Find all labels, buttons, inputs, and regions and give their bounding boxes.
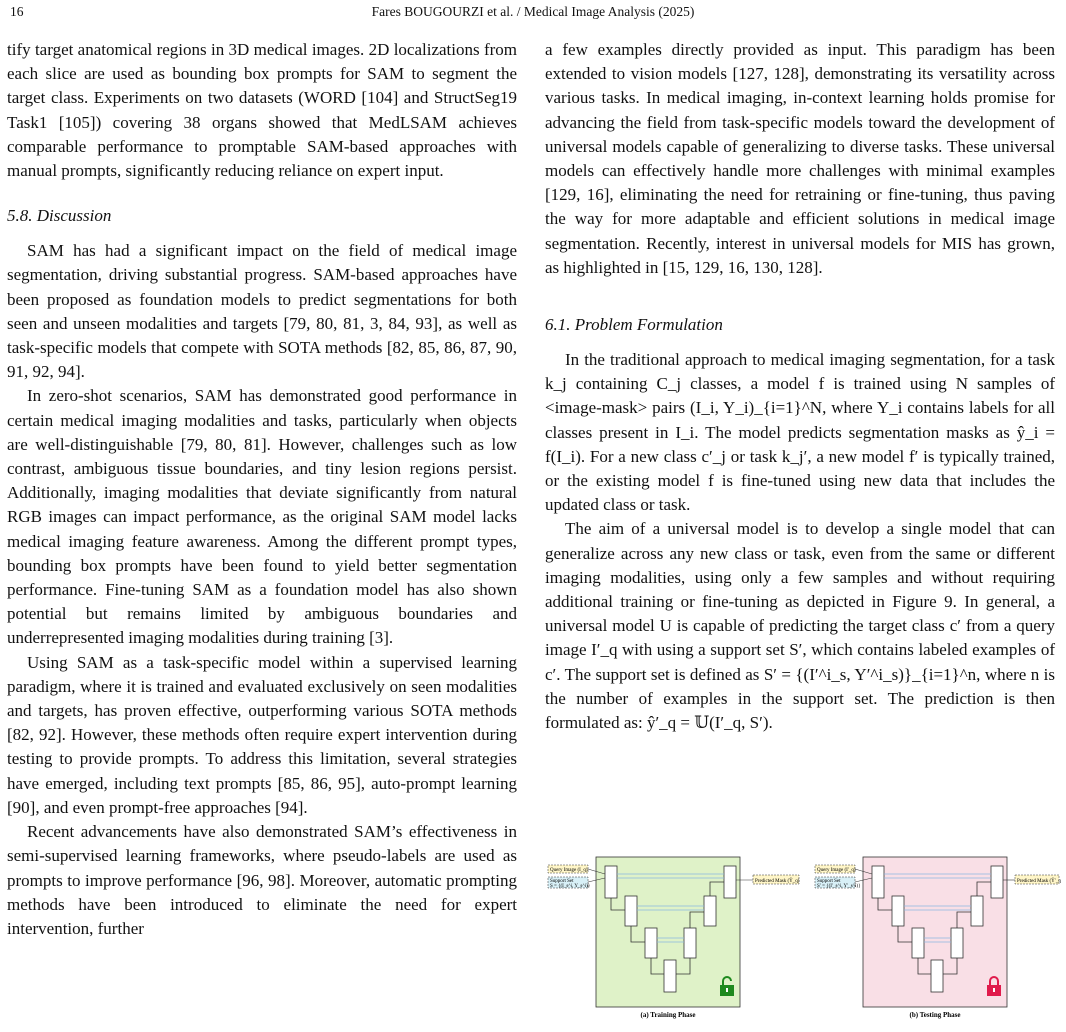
section-heading-problem-formulation: 6.1. Problem Formulation (545, 315, 723, 335)
page-header (10, 4, 1056, 24)
panel-a-caption: (a) Training Phase (640, 1011, 696, 1019)
panel-b-support-label: Support Set (817, 879, 841, 884)
panel-b-encoder-block-2 (892, 896, 904, 926)
panel-b-decoder-block-3 (951, 928, 963, 958)
figure-9-diagram (547, 852, 1061, 1027)
page-number: 16 (10, 4, 24, 19)
figure-9 (547, 852, 1061, 1027)
left-column (7, 38, 517, 941)
panel-a-encoder-block-3 (645, 928, 657, 958)
problem-paragraph-2: The aim of a universal model is to develop a single model that can generalize across any new class or task, even from the same or different imaging modalities, using only a few samples and without requiring additional training or fine-tuning as depicted in Figure 9. In general, a universal model U is capable of predicting the target class c′ from a query image I′_q with using a support set S′, which contains labeled examples of c′. The support set is defined as S′ = {(I′^i_s, Y′^i_s)}_{i=1}^n, where n is the number of examples in the support set. The prediction is then formulated as: ŷ′_q = 𝕌(I′_q, S′). (545, 519, 1055, 733)
panel-b-output-label: Predicted Mask (Ŷ′_q) (1017, 879, 1061, 884)
panel-b-bottleneck-block (931, 960, 943, 992)
panel-a-output-label: Predicted Mask (Ŷ_q) (755, 879, 800, 884)
running-title: Fares BOUGOURZI et al. / Medical Image Analysis (2025) (371, 4, 695, 19)
panel-a-query-label: Query Image (I_q) (550, 868, 588, 873)
problem-paragraph-1: In the traditional approach to medical imaging segmentation, for a task k_j containing C_j classes, a model f is trained using N samples of <image-mask> pairs (I_i, Y_i)_{i=1}^N, where Y_i contains labels for all classes present in I_i. The model predicts segmentation masks as ŷ_i = f(I_i). For a new class c′_j or task k_j′, a new model f′ is typically trained, or the existing model f is fine-tuned using new data that includes the updated class or task. (545, 350, 1055, 515)
discussion-paragraph-4: Recent advancements have also demonstrated SAM’s effectiveness in semi-supervised learning frameworks, where pseudo-labels are used as prompts to improve performance [96, 98]. Moreover, automatic prompting methods have been introduced to eliminate the need for expert intervention, further (7, 822, 517, 938)
discussion-paragraph-2: In zero-shot scenarios, SAM has demonstrated good performance in certain medical imaging modalities and tasks, particularly when objects are well-distinguishable [79, 80, 81]. However, challenges such as low contrast, ambiguous tissue boundaries, and tiny lesion regions persist. Additionally, imaging modalities that deviate significantly from natural RGB images can impact performance, as the original SAM model lacks medical imaging feature awareness. Among the different prompt types, bounding box prompts have been found to yield better segmentation performance. Fine-tuning SAM as a foundation model has also shown potential but remains limited by ambiguous boundaries and underrepresented imaging modalities during training [3]. (7, 386, 517, 648)
panel-a-support-label: Support Set (550, 879, 574, 884)
panel-a-encoder-block-2 (625, 896, 637, 926)
panel-a-decoder-block-2 (704, 896, 716, 926)
panel-a-bottleneck-block (664, 960, 676, 992)
section-heading-discussion: 5.8. Discussion (7, 206, 112, 226)
panel-b-decoder-block-2 (971, 896, 983, 926)
discussion-paragraph-3: Using SAM as a task-specific model within a supervised learning paradigm, where it is trained and evaluated exclusively on seen modalities and targets, has proven effective, outperforming various SOTA methods [82, 92]. However, these methods often require expert intervention during testing to provide prompts. To address this limitation, several strategies have emerged, including text prompts [85, 86, 95], auto-prompt learning [90], and even prompt-free approaches [94]. (7, 652, 517, 817)
panel-b-caption: (b) Testing Phase (909, 1011, 961, 1019)
panel-a-encoder-block-1 (605, 866, 617, 898)
panel-a-support-def: S = {(I_s^i, Y_s^i)} (550, 884, 591, 889)
right-column (545, 38, 1055, 735)
discussion-paragraph-1: SAM has had a significant impact on the field of medical image segmentation, driving substantial progress. SAM-based approaches have been proposed as foundation models to predict segmentations for both seen and unseen modalities and targets [79, 80, 81, 3, 84, 93], as well as task-specific models that compete with SOTA methods [82, 85, 86, 87, 90, 91, 92, 94]. (7, 241, 517, 382)
right-intro-paragraph: a few examples directly provided as input. This paradigm has been extended to vision models [127, 128], demonstrating its versatility across various tasks. In medical imaging, in-context learning holds promise for advancing the field from task-specific models toward the development of universal models capable of generalizing to diverse tasks. These universal models can effectively handle more challenges with minimal examples [129, 16], eliminating the need for retraining or fine-tuning, thus paving the way for more adaptable and efficient solutions in medical image segmentation. Recently, interest in universal models for MIS has grown, as highlighted in [15, 129, 16, 130, 128]. (545, 40, 1055, 277)
panel-b-decoder-block-1 (991, 866, 1003, 898)
left-intro-paragraph: tify target anatomical regions in 3D medical images. 2D localizations from each slice are used as bounding box prompts for SAM to segment the target class. Experiments on two datasets (WORD [104] and StructSeg19 Task1 [105]) covering 38 organs showed that MedLSAM achieves comparable performance to promptable SAM-based approaches with manual prompts, significantly reducing reliance on expert input. (7, 40, 517, 181)
panel-a-decoder-block-3 (684, 928, 696, 958)
panel-b-support-def: S′ = {(I′_s^i, Y′_s^i)} (817, 884, 861, 889)
panel-b-encoder-block-1 (872, 866, 884, 898)
panel-b-testing (815, 857, 1061, 1019)
panel-a-decoder-block-1 (724, 866, 736, 898)
panel-b-query-label: Query Image (I′_q) (817, 868, 856, 873)
panel-a-training (548, 857, 800, 1019)
panel-b-encoder-block-3 (912, 928, 924, 958)
